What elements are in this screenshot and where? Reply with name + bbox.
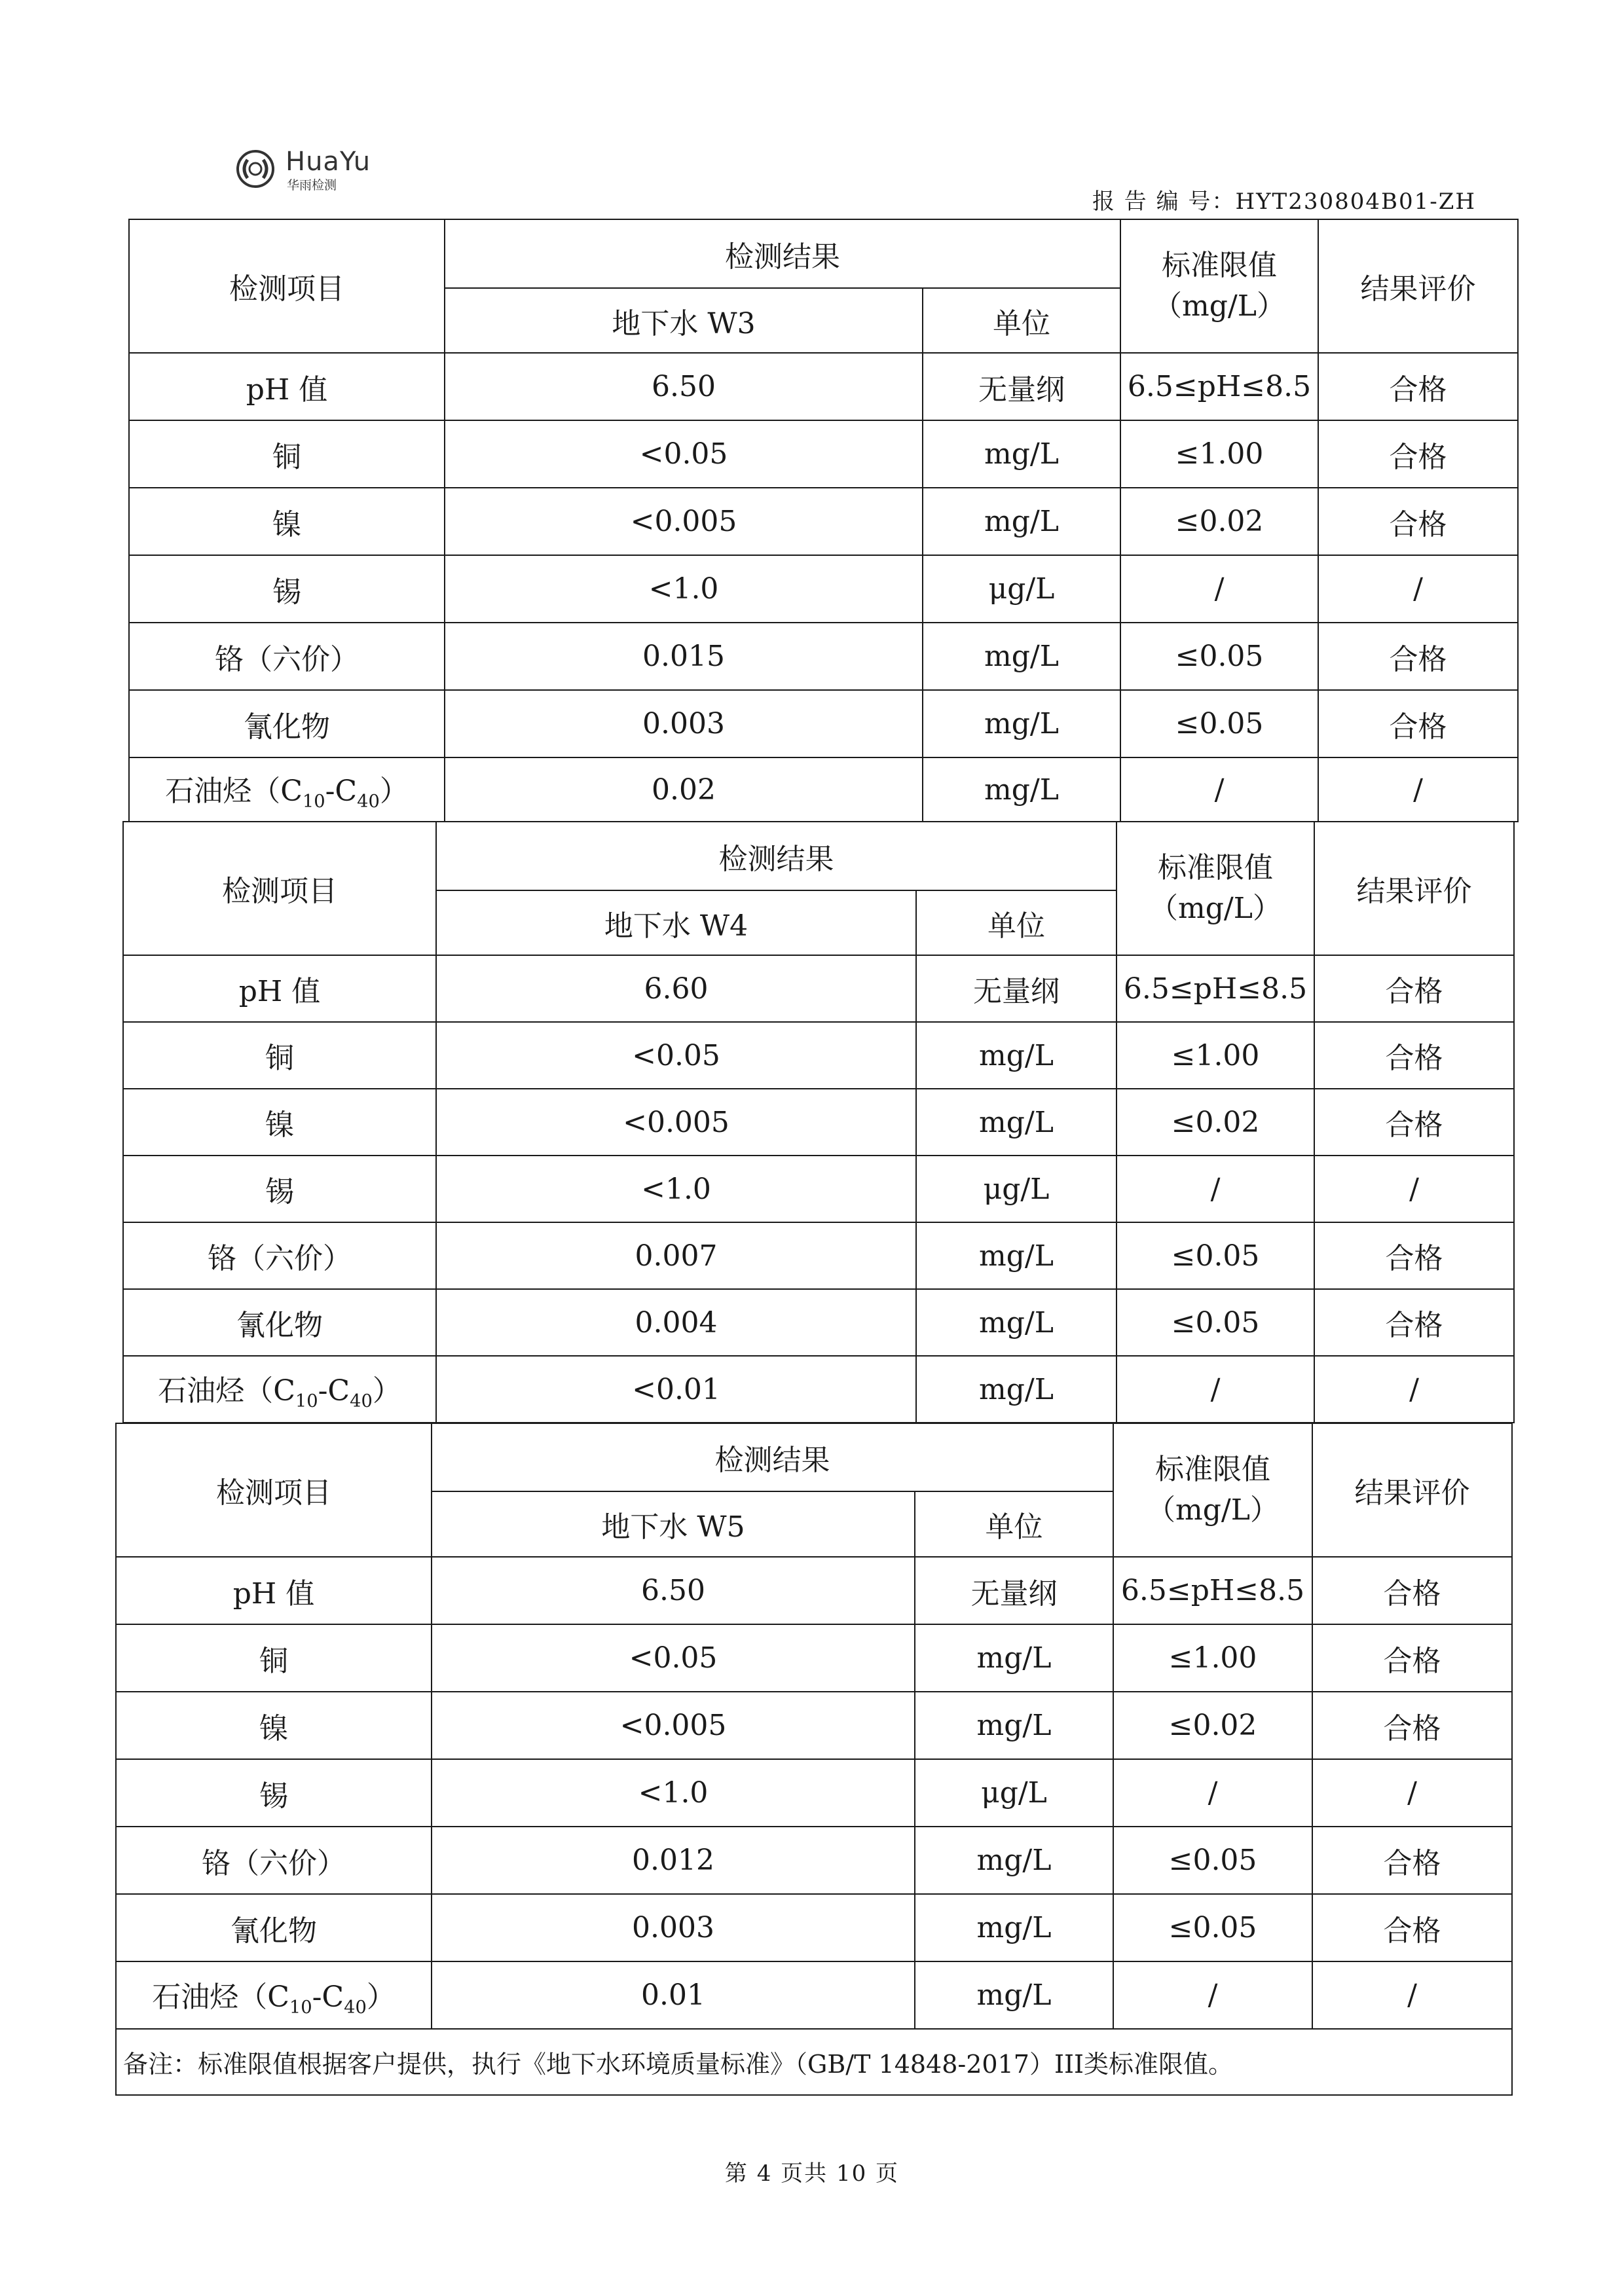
table-row [123, 1156, 1514, 1222]
header-unit: 单位 [923, 288, 1120, 353]
cell-value: 6.50 [432, 1557, 915, 1624]
table-row [116, 1827, 1512, 1894]
header-limit-title: 标准限值 [1158, 851, 1273, 884]
cell-item: 氰化物 [116, 1894, 432, 1961]
cell-value: <1.0 [432, 1759, 915, 1827]
header-item: 检测项目 [116, 1423, 432, 1557]
report-number [1092, 189, 1476, 215]
cell-value: 0.02 [445, 757, 923, 822]
cell-limit: ≤0.02 [1120, 488, 1318, 555]
cell-item: 锡 [116, 1759, 432, 1827]
cell-unit: mg/L [923, 488, 1120, 555]
cell-item: 铜 [123, 1022, 436, 1089]
cell-unit: mg/L [915, 1894, 1113, 1961]
header-limit-unit: （mg/L） [1153, 289, 1285, 323]
header-limit-title: 标准限值 [1162, 249, 1277, 282]
header-site: 地下水 W5 [432, 1491, 915, 1557]
cell-evaluation: 合格 [1314, 1222, 1514, 1289]
cell-item: pH 值 [129, 353, 445, 420]
table-row [123, 1356, 1514, 1423]
cell-value: <0.05 [445, 420, 923, 488]
cell-value: <1.0 [445, 555, 923, 623]
cell-limit: / [1113, 1759, 1312, 1827]
cell-limit: ≤0.05 [1120, 623, 1318, 690]
cell-value: 6.60 [436, 955, 916, 1022]
cell-limit: ≤1.00 [1116, 1022, 1314, 1089]
cell-evaluation: / [1318, 757, 1518, 822]
cell-limit: ≤0.05 [1113, 1827, 1312, 1894]
cell-value: <0.005 [445, 488, 923, 555]
header-limit [1116, 822, 1314, 955]
cell-limit: / [1116, 1156, 1314, 1222]
header-unit: 单位 [915, 1491, 1113, 1557]
huayu-logo-icon [234, 148, 276, 190]
cell-value: 0.01 [432, 1961, 915, 2029]
cell-evaluation: / [1314, 1156, 1514, 1222]
table-row [129, 757, 1518, 822]
cell-limit: ≤0.05 [1116, 1289, 1314, 1356]
table-row [123, 1222, 1514, 1289]
header-unit: 单位 [916, 890, 1116, 955]
header-limit-title: 标准限值 [1155, 1453, 1270, 1486]
cell-unit: 无量纲 [923, 353, 1120, 420]
cell-item: 铬（六价） [129, 623, 445, 690]
cell-limit: ≤1.00 [1120, 420, 1318, 488]
cell-limit: / [1120, 555, 1318, 623]
cell-item: 镍 [123, 1089, 436, 1156]
header-result: 检测结果 [445, 219, 1120, 288]
cell-unit: mg/L [915, 1624, 1113, 1692]
results-table-w5 [115, 1423, 1513, 2096]
header-limit [1113, 1423, 1312, 1557]
header-result: 检测结果 [436, 822, 1116, 890]
cell-value: <0.05 [432, 1624, 915, 1692]
table-row [129, 488, 1518, 555]
cell-item: 石油烃$(C_{10}-C_{40})$ [123, 1356, 436, 1423]
cell-unit: mg/L [923, 623, 1120, 690]
cell-limit: ≤1.00 [1113, 1624, 1312, 1692]
cell-unit: μg/L [923, 555, 1120, 623]
table-row [116, 1759, 1512, 1827]
cell-evaluation: / [1314, 1356, 1514, 1423]
results-table-w3 [128, 219, 1519, 822]
cell-evaluation: 合格 [1314, 1289, 1514, 1356]
report-number-value: HYT230804B01-ZH [1235, 189, 1477, 215]
cell-limit: / [1120, 757, 1318, 822]
cell-item: 锡 [123, 1156, 436, 1222]
cell-evaluation: / [1312, 1961, 1512, 2029]
cell-value: <0.005 [436, 1089, 916, 1156]
header-evaluation: 结果评价 [1318, 219, 1518, 353]
cell-item: 铜 [129, 420, 445, 488]
table-row [116, 1557, 1512, 1624]
cell-evaluation: 合格 [1312, 1624, 1512, 1692]
cell-value: <1.0 [436, 1156, 916, 1222]
table-row [129, 555, 1518, 623]
header-result: 检测结果 [432, 1423, 1113, 1491]
cell-evaluation: / [1312, 1759, 1512, 1827]
cell-evaluation: 合格 [1312, 1827, 1512, 1894]
header-site: 地下水 W3 [445, 288, 923, 353]
cell-value: 0.012 [432, 1827, 915, 1894]
table-row [116, 1894, 1512, 1961]
cell-item: 石油烃$(C_{10}-C_{40})$ [116, 1961, 432, 2029]
cell-unit: μg/L [915, 1759, 1113, 1827]
cell-evaluation: 合格 [1314, 1022, 1514, 1089]
header-limit-unit: （mg/L） [1147, 1493, 1279, 1527]
cell-item: 镍 [129, 488, 445, 555]
cell-evaluation: 合格 [1314, 1089, 1514, 1156]
header-evaluation: 结果评价 [1312, 1423, 1512, 1557]
cell-evaluation: / [1318, 555, 1518, 623]
cell-value: 0.003 [445, 690, 923, 757]
cell-item: 铜 [116, 1624, 432, 1692]
table-row [116, 1692, 1512, 1759]
cell-unit: mg/L [916, 1356, 1116, 1423]
cell-unit: mg/L [923, 757, 1120, 822]
cell-item: 石油烃$(C_{10}-C_{40})$ [129, 757, 445, 822]
cell-evaluation: 合格 [1312, 1692, 1512, 1759]
cell-unit: mg/L [916, 1089, 1116, 1156]
logo-subtitle: 华雨检测 [287, 178, 337, 192]
cell-evaluation: 合格 [1318, 623, 1518, 690]
cell-unit: mg/L [916, 1022, 1116, 1089]
cell-value: <0.005 [432, 1692, 915, 1759]
cell-limit: 6.5≤pH≤8.5 [1120, 353, 1318, 420]
cell-limit: / [1116, 1356, 1314, 1423]
table-row [129, 690, 1518, 757]
cell-unit: mg/L [916, 1289, 1116, 1356]
table-row [129, 623, 1518, 690]
cell-unit: μg/L [916, 1156, 1116, 1222]
cell-unit: mg/L [915, 1692, 1113, 1759]
cell-unit: mg/L [915, 1961, 1113, 2029]
cell-item: 铬（六价） [123, 1222, 436, 1289]
cell-limit: ≤0.02 [1113, 1692, 1312, 1759]
cell-evaluation: 合格 [1318, 353, 1518, 420]
cell-limit: ≤0.02 [1116, 1089, 1314, 1156]
cell-item: 氰化物 [129, 690, 445, 757]
cell-value: 0.015 [445, 623, 923, 690]
report-number-label: 报 告 编 号： [1092, 189, 1236, 215]
cell-unit: mg/L [916, 1222, 1116, 1289]
company-logo [234, 145, 405, 198]
cell-unit: mg/L [923, 420, 1120, 488]
cell-value: <0.05 [436, 1022, 916, 1089]
cell-evaluation: 合格 [1318, 420, 1518, 488]
cell-unit: 无量纲 [915, 1557, 1113, 1624]
cell-limit: 6.5≤pH≤8.5 [1116, 955, 1314, 1022]
cell-value: 0.007 [436, 1222, 916, 1289]
cell-value: 0.003 [432, 1894, 915, 1961]
cell-value: 6.50 [445, 353, 923, 420]
cell-evaluation: 合格 [1318, 488, 1518, 555]
table-row [116, 1624, 1512, 1692]
cell-limit: ≤0.05 [1120, 690, 1318, 757]
cell-value: 0.004 [436, 1289, 916, 1356]
table-row [129, 353, 1518, 420]
cell-item: 铬（六价） [116, 1827, 432, 1894]
header-evaluation: 结果评价 [1314, 822, 1514, 955]
table-note: 备注：标准限值根据客户提供，执行《地下水环境质量标准》（GB/T 14848-2017）III类标准限值。 [116, 2029, 1512, 2095]
cell-item: pH 值 [123, 955, 436, 1022]
header-site: 地下水 W4 [436, 890, 916, 955]
cell-evaluation: 合格 [1318, 690, 1518, 757]
cell-limit: / [1113, 1961, 1312, 2029]
results-table-w4 [122, 821, 1515, 1423]
header-item: 检测项目 [123, 822, 436, 955]
table-row [116, 1961, 1512, 2029]
table-row [123, 1089, 1514, 1156]
cell-evaluation: 合格 [1312, 1894, 1512, 1961]
header-limit-unit: （mg/L） [1149, 892, 1282, 925]
cell-item: 氰化物 [123, 1289, 436, 1356]
table-row [123, 1289, 1514, 1356]
header-item: 检测项目 [129, 219, 445, 353]
table-row [123, 955, 1514, 1022]
cell-unit: 无量纲 [916, 955, 1116, 1022]
page-number: 第 4 页共 10 页 [724, 2160, 900, 2187]
cell-unit: mg/L [915, 1827, 1113, 1894]
cell-limit: ≤0.05 [1113, 1894, 1312, 1961]
table-row [129, 420, 1518, 488]
cell-limit: 6.5≤pH≤8.5 [1113, 1557, 1312, 1624]
header-limit [1120, 219, 1318, 353]
cell-evaluation: 合格 [1314, 955, 1514, 1022]
cell-limit: ≤0.05 [1116, 1222, 1314, 1289]
logo-name: HuaYu [286, 147, 371, 177]
cell-item: pH 值 [116, 1557, 432, 1624]
cell-value: <0.01 [436, 1356, 916, 1423]
cell-item: 锡 [129, 555, 445, 623]
cell-item: 镍 [116, 1692, 432, 1759]
cell-unit: mg/L [923, 690, 1120, 757]
cell-evaluation: 合格 [1312, 1557, 1512, 1624]
table-row [123, 1022, 1514, 1089]
